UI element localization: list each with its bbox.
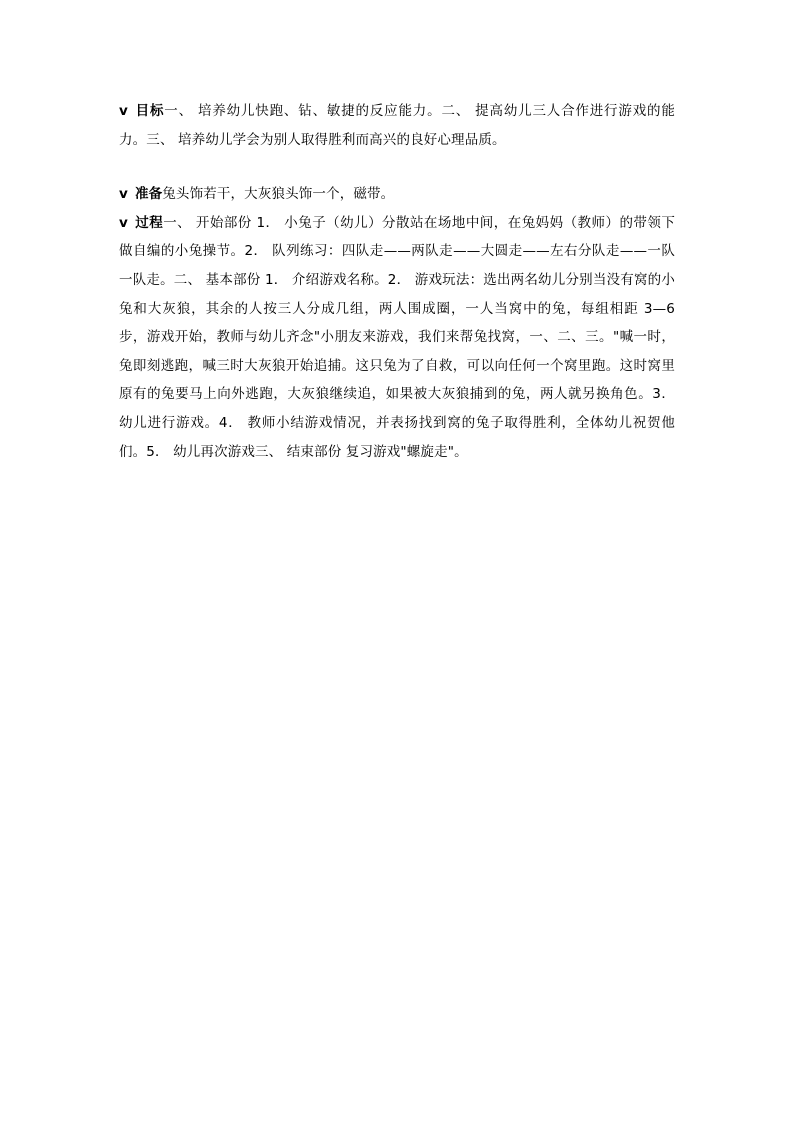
section-heading-goals: 目标 xyxy=(134,103,165,119)
section-process xyxy=(119,209,675,466)
section-heading-process: 过程 xyxy=(134,214,164,231)
section-body-preparation: 兔头饰若干，大灰狼头饰一个，磁带。 xyxy=(162,186,395,203)
document-content xyxy=(119,97,675,466)
section-heading-preparation: 准备 xyxy=(134,186,163,203)
bullet-marker: v xyxy=(119,186,128,203)
bullet-marker: v xyxy=(119,103,128,119)
section-body-process: 一、 开始部份 1． 小兔子（幼儿）分散站在场地中间，在兔妈妈（教师）的带领下做自编的小兔操节。2． 队列练习：四队走——两队走——大圆走——左右分队走——一队一队走。二、 基本部份 1． 介绍游戏名称。2． 游戏玩法：选出两名幼儿分别当没有窝的小兔和大灰狼，其余的人按三人分成几组，两人围成圈，一人当窝中的兔，每组相距 3—6 步，游戏开始，教师与幼儿齐念"小朋友来游戏，我们来帮兔找窝，一、二、三。"喊一时，兔即刻逃跑，喊三时大灰狼开始追捕。这只兔为了自救，可以向任何一个窝里跑。这时窝里原有的兔要马上向外逃跑，大灰狼继续追，如果被大灰狼捕到的兔，两人就另换角色。3． 幼儿进行游戏。4． 教师小结游戏情况，并表扬找到窝的兔子取得胜利，全体幼儿祝贺他们。5． 幼儿再次游戏三、 结束部份 复习游戏"螺旋走"。 xyxy=(119,214,675,460)
section-body-goals: 一、 培养幼儿快跑、钻、敏捷的反应能力。二、 提高幼儿三人合作进行游戏的能力。三、 培养幼儿学会为别人取得胜利而高兴的良好心理品质。 xyxy=(119,103,675,148)
section-preparation xyxy=(119,180,675,209)
bullet-marker: v xyxy=(119,214,128,231)
section-goals xyxy=(119,97,675,154)
